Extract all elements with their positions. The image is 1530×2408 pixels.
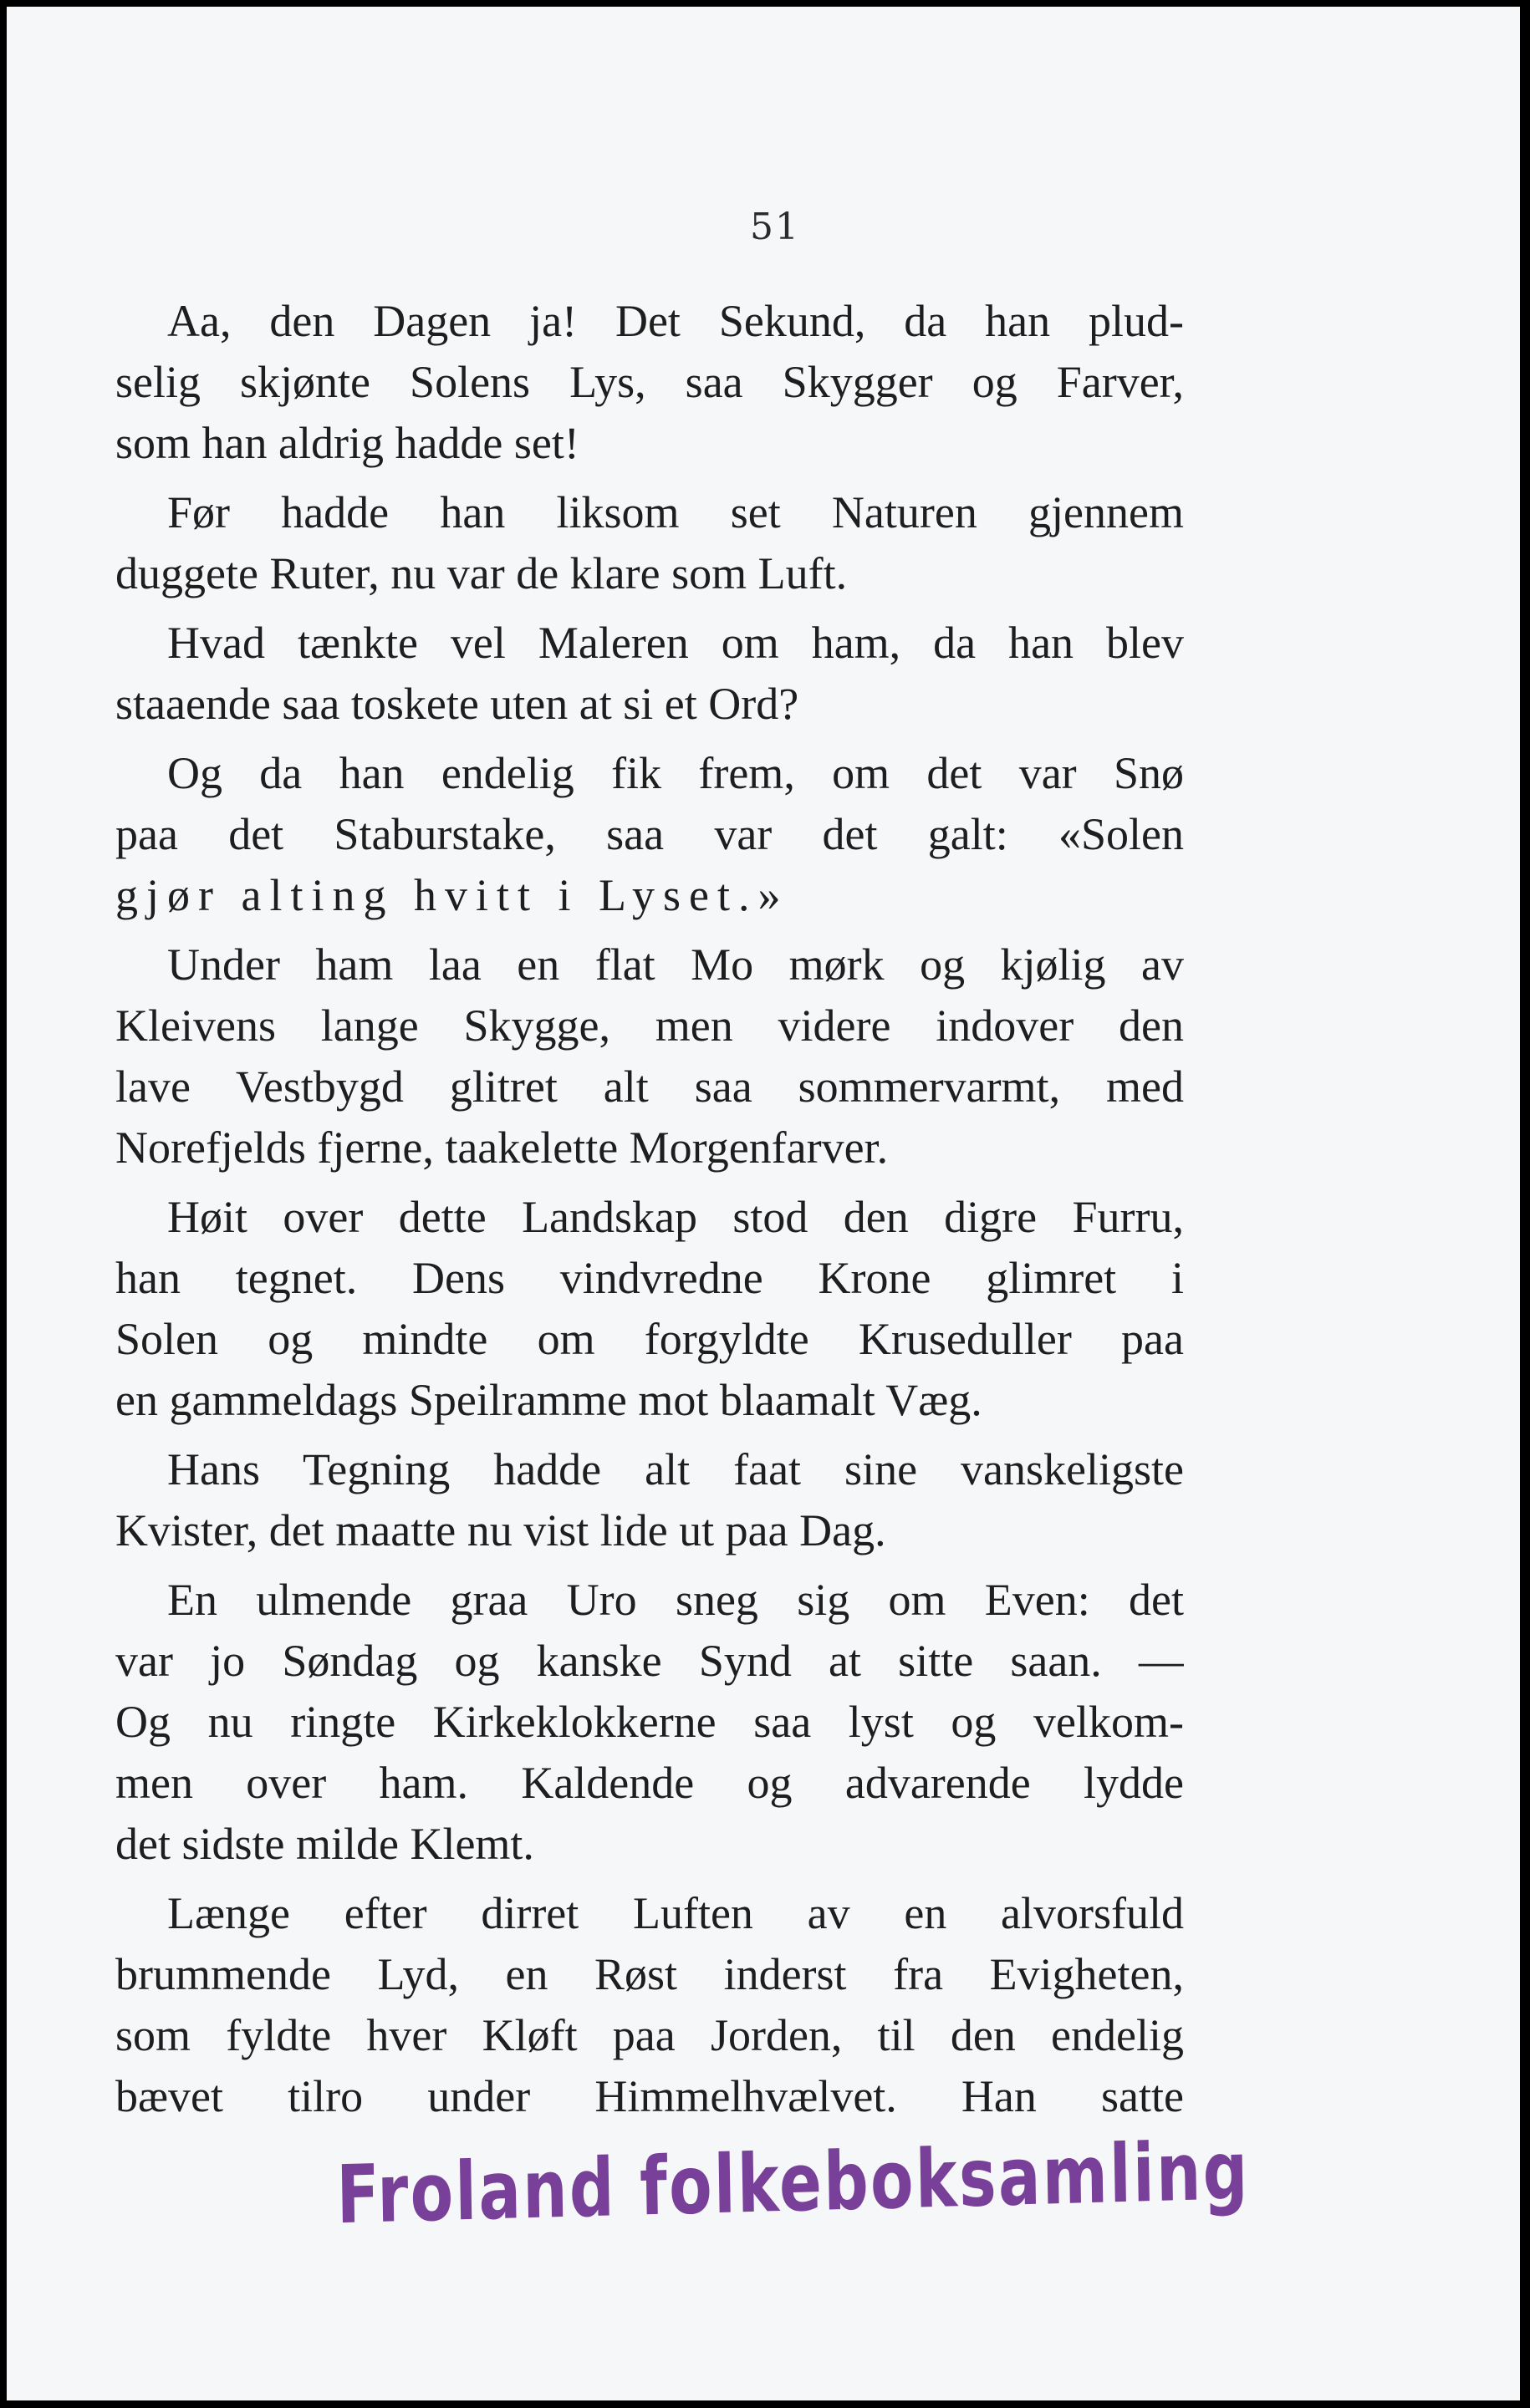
paragraph [115, 613, 1184, 735]
text-line: paa det Staburstake, saa var det galt: «Solen [115, 809, 1184, 859]
text-line: Og nu ringte Kirkeklokkerne saa lyst og velkom- [115, 1697, 1184, 1747]
paragraph [115, 291, 1184, 474]
text-line: Hans Tegning hadde alt faat sine vanskeligste [167, 1444, 1184, 1494]
text-line: Kleivens lange Skygge, men videre indover den [115, 1000, 1184, 1051]
text-line: Kvister, det maatte nu vist lide ut paa Dag. [115, 1505, 886, 1555]
text-line: Hvad tænkte vel Maleren om ham, da han blev [167, 618, 1184, 668]
text-line: bævet tilro under Himmelhvælvet. Han satte [115, 2071, 1184, 2121]
page-number: 51 [750, 206, 800, 248]
text-line: det sidste milde Klemt. [115, 1819, 534, 1869]
body-text [115, 291, 1184, 2136]
text-line: han tegnet. Dens vindvredne Krone glimret i [115, 1253, 1184, 1303]
paragraph [115, 934, 1184, 1179]
text-line: gjør alting hvitt i Lyset.» [115, 870, 789, 920]
text-line: Norefjelds fjerne, taakelette Morgenfarver. [115, 1123, 889, 1173]
text-line: Før hadde han liksom set Naturen gjennem [167, 487, 1184, 537]
text-line: Høit over dette Landskap stod den digre Furru, [167, 1192, 1184, 1242]
text-line: som fyldte hver Kløft paa Jorden, til den endelig [115, 2010, 1184, 2060]
text-line: men over ham. Kaldende og advarende lydde [115, 1758, 1184, 1808]
paragraph [115, 1439, 1184, 1561]
text-line: brummende Lyd, en Røst inderst fra Evigheten, [115, 1949, 1184, 1999]
text-line: Og da han endelig fik frem, om det var Snø [167, 748, 1184, 798]
library-stamp: Froland folkeboksamling [335, 2123, 1251, 2243]
text-line: selig skjønte Solens Lys, saa Skygger og Farver, [115, 357, 1184, 407]
text-line: Under ham laa en flat Mo mørk og kjølig av [167, 939, 1184, 990]
text-line: Længe efter dirret Luften av en alvorsfuld [167, 1888, 1184, 1938]
text-line: lave Vestbygd glitret alt saa sommervarmt, med [115, 1061, 1184, 1112]
text-line: Aa, den Dagen ja! Det Sekund, da han plud- [167, 296, 1184, 346]
book-page [7, 7, 1520, 2400]
text-line: staaende saa toskete uten at si et Ord? [115, 679, 799, 729]
text-line: duggete Ruter, nu var de klare som Luft. [115, 548, 848, 598]
text-line: Solen og mindte om forgyldte Kruseduller paa [115, 1314, 1184, 1364]
paragraph [115, 743, 1184, 926]
text-line: en gammeldags Speilramme mot blaamalt Væg. [115, 1375, 982, 1425]
paragraph [115, 1883, 1184, 2127]
paragraph [115, 1570, 1184, 1875]
paragraph [115, 1187, 1184, 1431]
text-line: En ulmende graa Uro sneg sig om Even: det [167, 1575, 1184, 1625]
text-line: var jo Søndag og kanske Synd at sitte saan. — [115, 1636, 1184, 1686]
paragraph [115, 482, 1184, 604]
text-line: som han aldrig hadde set! [115, 418, 579, 468]
